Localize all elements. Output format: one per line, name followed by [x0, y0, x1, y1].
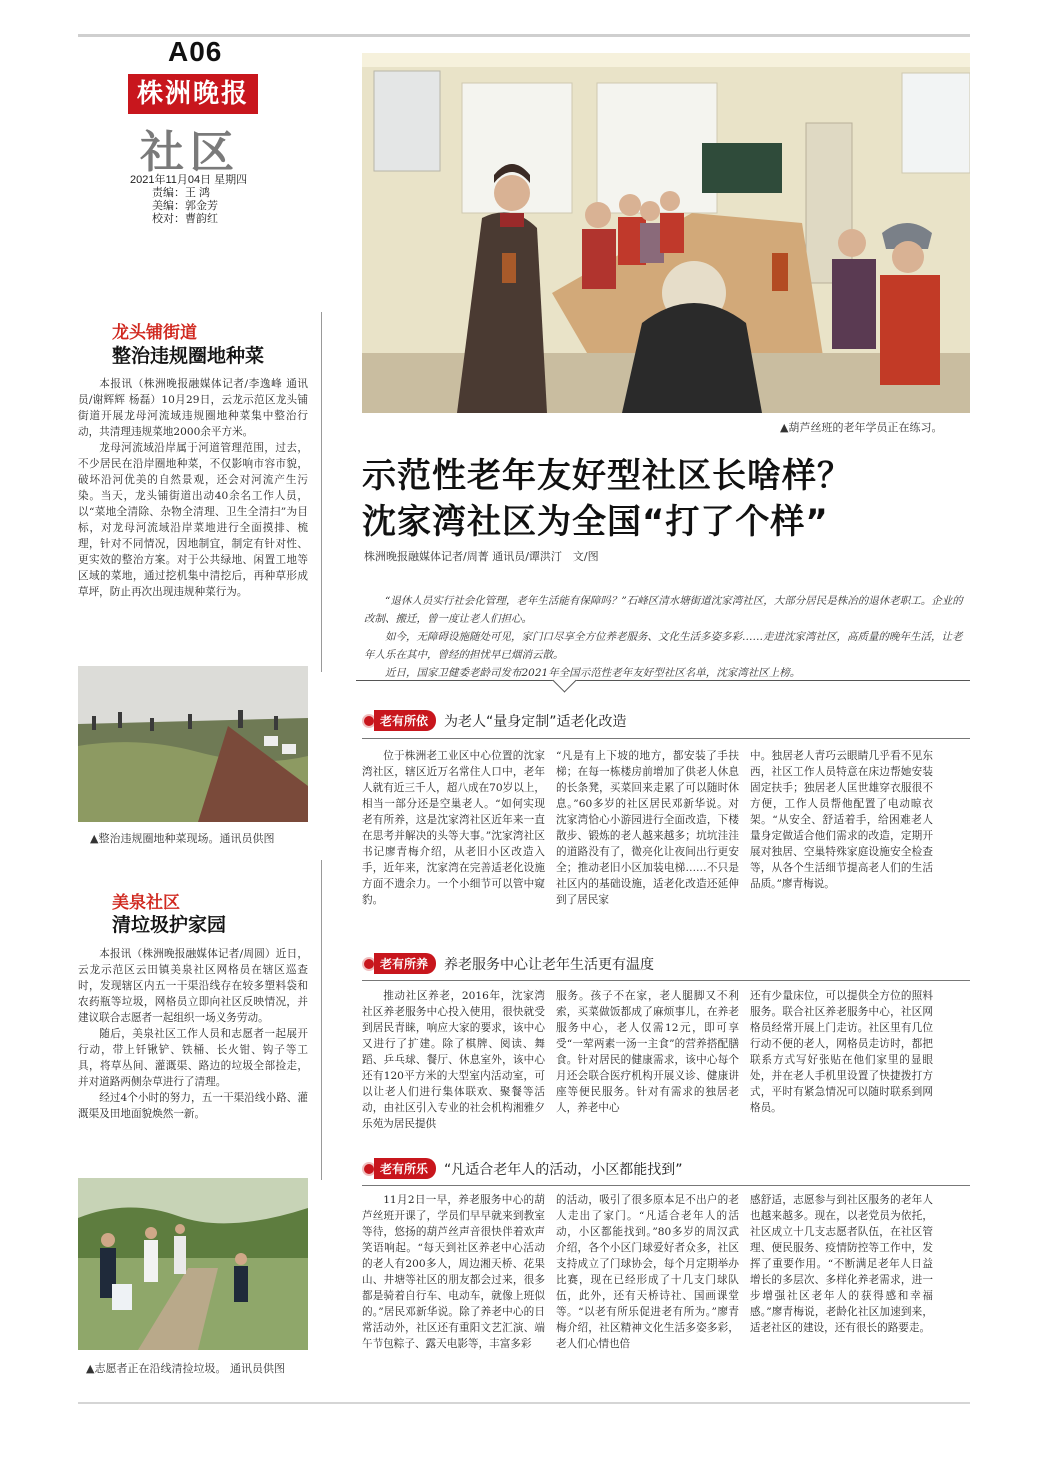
designer-credit: 美编：郭金芳	[152, 200, 218, 212]
section-column: “凡是有上下坡的地方，都安装了手扶梯；在每一栋楼房前增加了供老人休息的长条凳，买菜回来走累了可以随时休息。”60多岁的社区居民邓新华说。对沈家湾恰心小游园进行全面改造，下楼散步、锻炼的老人越来越多；坑坑洼洼的道路没有了，微亮化让夜间出行更安全；推动老旧小区加装电梯……不只是社区内的基础设施，适老化改造还延伸到了居民家	[556, 750, 739, 906]
headline-line-1: 示范性老年友好型社区长啥样？	[362, 456, 852, 496]
section-badge: 老有所依	[374, 710, 436, 731]
story-body: 本报讯（株洲晚报融媒体记者/周圆）近日，云龙示范区云田镇美泉社区网格员在辖区巡查时，发现辖区内五一干渠沿线存在较多塑料袋和农药瓶等垃圾，网格员立即向社区反映情况，并建议联合志愿者一起组织一场义务劳动。 随后，美泉社区工作人员和志愿者一起展开行动，带上钎锹铲、铁桶、长火钳、钩子等工具，将草丛间、灌溉渠、路边的垃圾全部捡走，并对道路两侧杂草进行了清理。 经过4个小时的努力，五一干渠沿线小路、灌溉渠及田地面貌焕然一新。	[78, 948, 308, 1120]
lead-paragraphs: “退休人员实行社会化管理，老年生活能有保障吗？”石峰区清水塘街道沈家湾社区，大部分居民是株冶的退休老职工。企业的改制、搬迁，曾一度让老人们担心。 如今，无障碍设施随处可见，家门口尽享全方位养老服务、文化生活多姿多彩……走进沈家湾社区，高质量的晚年生活，让老年人乐在其中，曾经的担忧早已烟消云散。 近日，国家卫健委老龄司发布2021年全国示范性老年友好型社区名单，沈家湾社区上榜。	[364, 595, 963, 679]
section-column: 中。独居老人青巧云眼睛几乎看不见东西，社区工作人员特意在床边帮她安装固定扶手；独居老人匡世雄穿衣服很不方便，工作人员帮他配置了电动晾衣架。“从安全、舒适着手，给困难老人量身定做适合他们需求的改造，定期开展对独居、空巢特殊家庭设施安全检查等，从各个生活细节提高老人们的生活品质。”廖青梅说。	[750, 750, 933, 890]
section-column: 服务。孩子不在家，老人腿脚又不利索，买菜做饭都成了麻烦事儿，在养老服务中心，老人仅需12元，即可享受“一荤两素一汤一主食”的营养搭配膳食。针对居民的健康需求，该中心每个月还会联合医疗机构开展义诊、健康讲座等便民服务。针对有需求的独居老人，养老中心	[556, 990, 739, 1114]
section-column: 推动社区养老，2016年，沈家湾社区养老服务中心投入使用，很快就受到居民青睐，响应大家的要求，该中心又进行了扩建。除了棋牌、阅读、舞蹈、乒乓球、餐厅、休息室外，该中心还有120平方米的大型室内活动室，可以让老人们进行集体联欢、聚餐等活动，由社区引入专业的社会机构湘雅夕乐苑为居民提供	[362, 990, 545, 1130]
headline-line-2: 沈家湾社区为全国“打了个样”	[362, 502, 829, 542]
bottom-rule	[78, 1402, 970, 1404]
photo-caption: ▲葫芦丝班的老年学员正在练习。	[780, 421, 943, 434]
section-badge: 老有所养	[374, 953, 436, 974]
section-rule	[362, 1185, 970, 1186]
section-column: 11月2日一早，养老服务中心的葫芦丝班开课了，学员们早早就来到教室等待，悠扬的葫芦丝声音很快伴着欢声笑语响起。“每天到社区养老中心活动的老人有200多人，周边湘天桥、花果山、井塘等社区的朋友都会过来，很多都是骑着自行车、电动车，就像上班似的。”居民邓新华说。除了养老中心的日常活动外，社区还有重阳文艺汇演、端午节包粽子、露天电影等，丰富多彩	[362, 1194, 545, 1350]
photo-caption: ▲整治违规圈地种菜现场。通讯员供图	[90, 832, 275, 845]
byline: 株洲晚报融媒体记者/周菁 通讯员/谭洪汀 文/图	[364, 550, 599, 563]
photo-volunteers	[78, 1178, 308, 1350]
page-number: A06	[168, 36, 223, 67]
section-column: 还有少量床位，可以提供全方位的照料服务。联合社区养老服务中心，社区网格员经常开展上门走访。社区里有几位行动不便的老人，网格员走访时，都把联系方式写好张贴在他们家里的显眼处，并在老人手机里设置了快捷拨打方式，平时有紧急情况可以随时联系到网格员。	[750, 990, 933, 1114]
section-column: 感舒适，志愿参与到社区服务的老年人也越来越多。现在，以老党员为依托，社区成立十几支志愿者队伍，在社区管理、便民服务、疫情防控等工作中，发挥了重要作用。“不断满足老年人日益增长的多层次、多样化养老需求，进一步增强社区老年人的获得感和幸福感。”廖青梅说，老龄化社区加速到来，适老社区的建设，还有很长的路要走。	[750, 1194, 933, 1334]
column-divider	[321, 312, 322, 672]
photo-hulusi-class	[362, 53, 970, 413]
section-column: 位于株洲老工业区中心位置的沈家湾社区，辖区近万名常住人口中，老年人就有近三千人，超八成在70岁以上，相当一部分还是空巢老人。“如何实现老有所养，这是沈家湾社区近年来一直在思考并解决的头等大事。”沈家湾社区书记廖青梅介绍，从老旧小区改造入手，近年来，沈家湾在完善适老化设施方面不遗余力。一个小细节可以管中窥豹。	[362, 750, 545, 906]
story-tag: 龙头铺街道	[112, 323, 197, 343]
story-tag: 美泉社区	[112, 893, 180, 913]
section-header	[362, 710, 627, 731]
section-title: “凡适合老年人的活动，小区都能找到”	[444, 1161, 683, 1178]
editor-credit: 责编：王 鸿	[152, 187, 211, 199]
photo-caption: ▲志愿者正在沿线清捡垃圾。 通讯员供图	[86, 1362, 285, 1375]
section-rule	[362, 738, 970, 739]
section-header	[362, 1158, 683, 1179]
proofreader-credit: 校对：曹韵红	[152, 213, 218, 225]
section-rule	[362, 980, 970, 981]
story-title: 整治违规圈地种菜	[112, 345, 265, 367]
section-title: 社区	[140, 127, 240, 178]
section-column: 的活动，吸引了很多原本足不出户的老人走出了家门。“凡适合老年人的活动，小区都能找到。”80多岁的周汉武介绍，各个小区门球爱好者众多，社区支持成立了门球协会，每个月定期举办比赛，现在已经形成了十几支门球队伍，此外，还有天桥诗社、国画课堂等。“以老有所乐促进老有所为。”廖青梅介绍，社区精神文化生活多姿多彩，老人们心情也倍	[556, 1194, 739, 1350]
paper-logo: 株洲晚报	[128, 74, 258, 114]
section-header	[362, 953, 654, 974]
section-title: 为老人“量身定制”适老化改造	[444, 713, 627, 730]
column-divider	[321, 860, 322, 1180]
photo-farmland-cleanup	[78, 666, 308, 822]
issue-date: 2021年11月04日 星期四	[130, 174, 248, 186]
section-badge: 老有所乐	[374, 1158, 436, 1179]
story-body: 本报讯（株洲晚报融媒体记者/李逸峰 通讯员/谢辉辉 杨磊）10月29日，云龙示范区龙头铺街道开展龙母河流域违规圈地种菜集中整治行动，共清理违规菜地2000余平方米。 龙母河流域沿岸属于河道管理范围，过去，不少居民在沿岸圈地种菜，不仅影响市容市貌，破坏沿河优美的自然景观，还会对河流产生污染。当天，龙头铺街道出动40余名工作人员，以“菜地全清除、杂物全清理、卫生全清扫”为目标，对龙母河流域沿岸菜地进行全面摸排、梳理，针对不同情况，因地制宜，制定有针对性、更实效的整治方案。对于公共绿地、闲置工地等区域的菜地，通过挖机集中清挖后，再种草形成草坪，防止再次出现违规种菜行为。	[78, 378, 308, 598]
section-title: 养老服务中心让老年生活更有温度	[444, 956, 655, 973]
story-title: 清垃圾护家园	[112, 914, 227, 936]
